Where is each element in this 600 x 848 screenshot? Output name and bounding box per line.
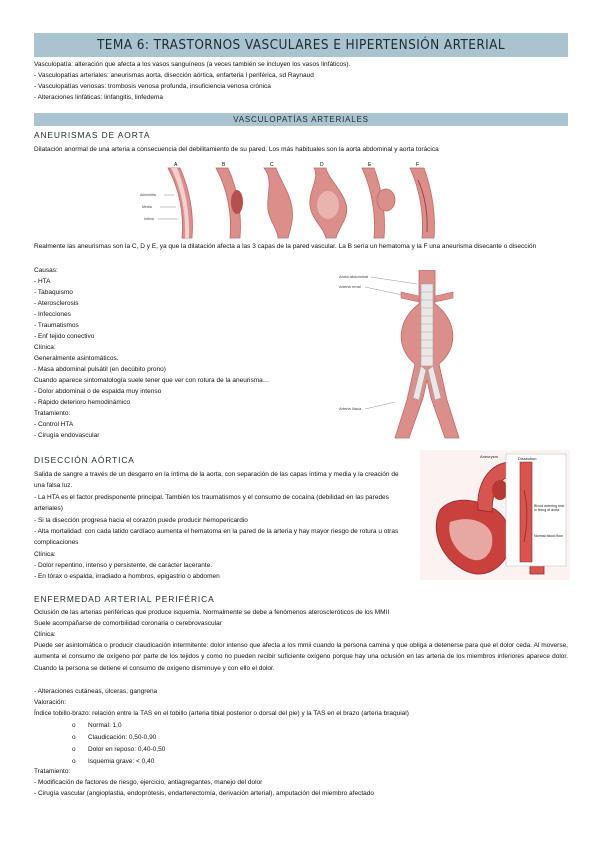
- subsection-heading: DISECCIÓN AÓRTICA: [34, 455, 135, 465]
- figure-label: Normal blood flow: [534, 534, 563, 538]
- bullet-mark: o: [72, 734, 76, 741]
- clinic-paragraph: Puede ser asintomática o producir claudicación intermitente: dolor intenso que afecta a los mmii cuando la persona camina y que obliga a detenerse para que el dolor ceda. Al moverse, aumenta el consumo de oxígeno por parte de los tejidos y como no pueden recibir suficiente oxígeno porque hay una oclusión en las arteria de los miembros inferiores aparece dolor. Cuando la persona se detiene el consumo de oxígeno disminuye y con ello el dolor.: [34, 642, 568, 672]
- dissection-line: - Si la disección progresa hacia el corazón puede producir hemopericardio: [34, 517, 248, 524]
- aneurysm-types-figure: [140, 160, 460, 240]
- figure-letter: A: [174, 162, 178, 168]
- treatment-item: - Cirugía vascular (angioplastia, endoprótesis, endarterectomía, derivación arterial), amputación del miembro afectado: [34, 790, 374, 797]
- aneurysm-bulge: [492, 480, 508, 500]
- causes-label: Causas:: [34, 267, 58, 274]
- layer-label: Intima: [144, 217, 154, 221]
- treatment-label: Tratamiento:: [34, 410, 71, 417]
- clinic-item: - Dolor repentino, intenso y persistente, de carácter lacerante.: [34, 562, 213, 569]
- clinic-item: - En tórax o espalda, irradiado a hombros, epigastrio o abdomen: [34, 573, 220, 580]
- figure-letter: B: [222, 162, 226, 168]
- aortic-dissection-figure: [420, 450, 570, 580]
- intro-line: - Vasculopatías arteriales: aneurismas aorta, disección aórtica, enfarteria l periférica, sd Raynaud: [34, 72, 314, 79]
- vessel-segment: [410, 168, 435, 238]
- figure-letter: E: [368, 162, 372, 168]
- clinic-item: Generalmente asintomáticos.: [34, 355, 119, 362]
- treatment-label: Tratamiento:: [34, 768, 71, 775]
- index-value-item: o Dolor en reposo: 0,40-0,50: [72, 746, 166, 753]
- treatment-item: - Modificación de factores de riesgo, ejercicio, antiagregantes, manejo del dolor: [34, 779, 263, 786]
- stent-graft: [421, 284, 433, 366]
- treatment-item: - Control HTA: [34, 421, 74, 428]
- figure-label: Arteria ilíaca: [339, 406, 362, 411]
- cause-item: - Enf tejido conectivo: [34, 333, 95, 340]
- figure-letter: C: [270, 162, 274, 168]
- index-value-item: o Normal: 1,0: [72, 722, 122, 729]
- figure-label: Dissection: [518, 456, 537, 461]
- cause-item: - Tabaquismo: [34, 289, 73, 296]
- hematoma-shape: [231, 190, 243, 214]
- pad-line: Oclusión de las arterias periféricas que produce isquemia. Normalmente se debe a fenómenos ateroscleróticos de los MMII: [34, 609, 390, 616]
- figure-label: Blood entering tear in lining of aorta: [534, 504, 565, 513]
- alterations-line: - Alteraciones cutáneas, úlceras, gangrena: [34, 688, 158, 695]
- figure-label: Aorta abdominal: [339, 274, 369, 279]
- aneurysm-note: Realmente las aneurismas son la C, D y E, ya que la dilatación afecta a las 3 capas de la pared vascular. La B sería un hematoma y la F una aneurisma disecante o disección: [34, 243, 537, 250]
- aneurysm-definition: Dilatación anormal de una arteria a consecuencia del debilitamiento de su pared. Los más habituales son la aorta abdominal y aorta torácica: [34, 146, 439, 153]
- intro-line: Vasculopatía: alteración que afecta a los vasos sanguíneos (a veces también se incluyen los vasos linfáticos).: [34, 61, 351, 68]
- inset-vessel: [520, 462, 532, 562]
- saccular-bulge: [377, 189, 395, 211]
- dissection-paragraph: - La HTA es el factor predisponente principal. También los traumatismos y el consumo de cocaína (debilidad en las paredes arteriales): [34, 494, 389, 513]
- cause-item: - HTA: [34, 278, 51, 285]
- figure-letter: F: [416, 162, 420, 168]
- dissection-paragraph: - Alta mortalidad: con cada latido cardíaco aumenta el hematoma en la pared de la arteria y hay mayor riesgo de rotura u otras complicaciones: [34, 528, 399, 547]
- figure-label: Aneurysm: [480, 454, 499, 459]
- clinic-item: - Rápido deterioro hemodinámico: [34, 399, 131, 406]
- figure-label: Arteria renal: [339, 284, 361, 289]
- renal-artery: [401, 292, 419, 302]
- layer-label: Adventitia: [140, 193, 156, 197]
- subsection-heading: ANEURISMAS DE AORTA: [34, 130, 151, 140]
- bullet-mark: o: [72, 722, 76, 729]
- clinic-label: Clínica:: [34, 344, 56, 351]
- clinic-item: - Masa abdominal pulsátil (en decúbito prono): [34, 366, 166, 373]
- layer-label: Media: [142, 205, 152, 209]
- vessel-lumen: [317, 191, 339, 219]
- cause-item: - Aterosclerosis: [34, 300, 79, 307]
- figure-letter: D: [320, 162, 324, 168]
- valoracion-label: Valoración:: [34, 699, 67, 706]
- pad-line: Suele acompañarse de comorbilidad coronaria o cerebrovascular: [34, 620, 222, 627]
- clinic-item: - Dolor abdominal o de espalda muy intenso: [34, 388, 162, 395]
- vessel-segment: [264, 168, 293, 238]
- bullet-mark: o: [72, 746, 76, 753]
- index-line: Índice tobillo-brazo: relación entre la TAS en el tobillo (arteria tibial posterior o dorsal del pie) y la TAS en el brazo (arteria braquial): [34, 710, 409, 717]
- dissection-paragraph: Salida de sangre a través de un desgarro en la íntima de la aorta, con separación de las capas íntima y media y la creación de una falsa luz.: [34, 471, 399, 490]
- clinic-label: Clínica:: [34, 551, 56, 558]
- cause-item: - Traumatismos: [34, 322, 79, 329]
- intro-line: - Alteraciones linfáticas: linfangitis, linfedema: [34, 94, 163, 101]
- intro-line: - Vasculopatías venosas: trombosis venosa profunda, insuficiencia venosa crónica: [34, 83, 271, 90]
- index-value-item: o Claudicación: 0,50-0,90: [72, 734, 157, 741]
- page-title: TEMA 6: TRASTORNOS VASCULARES E HIPERTENSIÓN ARTERIAL: [34, 33, 568, 57]
- section-title: VASCULOPATÍAS ARTERIALES: [34, 113, 568, 126]
- clinic-item: Cuando aparece sintomatología suele tener que ver con rotura de la aneurisma…: [34, 377, 270, 384]
- index-value-item: o Isquemia grave: < 0,40: [72, 758, 155, 765]
- clinic-label: Clínica:: [34, 631, 56, 638]
- subsection-heading: ENFERMEDAD ARTERIAL PERIFÉRICA: [34, 594, 215, 604]
- cause-item: - Infecciones: [34, 311, 71, 318]
- abdominal-aorta-stent-figure: [335, 270, 475, 440]
- renal-artery: [435, 292, 453, 302]
- bullet-mark: o: [72, 758, 76, 765]
- treatment-item: - Cirugía endovascular: [34, 432, 100, 439]
